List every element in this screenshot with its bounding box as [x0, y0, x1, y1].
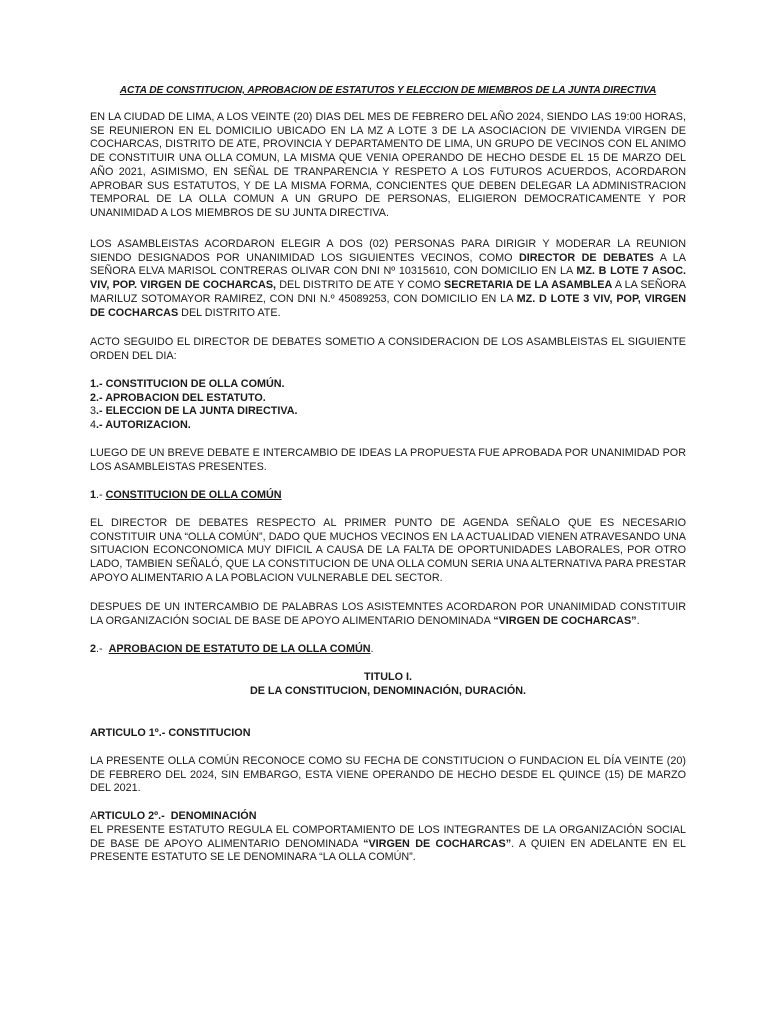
text-run: A LA SEÑORA MARILUZ SOTOMAYOR RAMIREZ, CON DNI N.º 45089253, CON DOMICILIO EN LA: [90, 279, 686, 305]
section-2-heading: [90, 643, 686, 657]
agenda-item-number: 2: [90, 391, 97, 404]
article-2-paragraph: [90, 824, 686, 865]
heading-initial: A: [90, 810, 98, 822]
section-number: 2: [90, 643, 97, 655]
section-separator: .-: [96, 489, 106, 501]
agenda-item-number: 1: [90, 378, 97, 390]
intro-paragraph: EN LA CIUDAD DE LIMA, A LOS VEINTE (20) DIAS DEL MES DE FEBRERO DEL AÑO 2024, SIENDO LAS 19:00 HORAS, SE REUNIERON EN EL DOMICILIO UBICADO EN LA MZ A LOTE 3 DE LA ASOCIACION DE VIVIENDA VIRGEN DE COCHARCAS, DISTRITO DE ATE, PROVINCIA Y DEPARTAMENTO DE LIMA, UN GRUPO DE VECINOS CON EL ANIMO DE CONSTITUIR UNA OLLA COMUN, LA MISMA QUE VENIA OPERANDO DE HECHO DESDE EL 15 DE MARZO DEL AÑO 2021, ASIMISMO, EN SEÑAL DE TRANPARENCIA Y RESPETO A LOS FUTUROS ACUERDOS, ACORDARON APROBAR SUS ESTATUTOS, Y DE LA MISMA FORMA, CONCIENTES QUE DEBEN DELEGAR LA ADMINISTRACION TEMPORAL DE LA OLLA COMUN A UN GRUPO DE PERSONAS, ELIGIERON DEMOCRATICAMENTE Y POR UNANIMIDAD A LOS MIEMBROS DE SU JUNTA DIRECTIVA.: [90, 111, 686, 219]
text-run: DEL DISTRITO ATE.: [178, 306, 281, 319]
article-1-paragraph: LA PRESENTE OLLA COMÚN RECONOCE COMO SU FECHA DE CONSTITUCION O FUNDACION EL DÍA VEINTE (20) DE FEBRERO DEL 2024, SIN EMBARGO, ESTA VIENE OPERANDO DE HECHO DESDE EL QUINCE (15) DE MARZO DEL 2021.: [90, 755, 686, 795]
section-1-heading: [90, 489, 686, 503]
agenda-intro-paragraph: ACTO SEGUIDO EL DIRECTOR DE DEBATES SOMETIO A CONSIDERACION DE LOS ASAMBLEISTAS EL SIGUIENTE ORDEN DEL DIA:: [90, 336, 686, 362]
agenda-item: [90, 378, 686, 392]
agreement-paragraph: [90, 601, 686, 628]
bold-run: DIRECTOR DE DEBATES: [518, 251, 654, 264]
agenda-item: [90, 405, 686, 419]
bold-run: “VIRGEN DE COCHARCAS”: [493, 614, 637, 627]
titulo-line-1: TITULO I.: [364, 671, 412, 683]
article-1-heading: ARTICULO 1º.- CONSTITUCION: [90, 727, 251, 739]
document-title: ACTA DE CONSTITUCION, APROBACION DE ESTATUTOS Y ELECCION DE MIEMBROS DE LA JUNTA DIRECTIVA: [119, 85, 657, 96]
bold-run: MZ. B LOTE 7 ASOC. VIV, POP. VIRGEN DE COCHARCAS,: [90, 265, 686, 292]
agenda-item-text: .- APROBACION DEL ESTATUTO.: [96, 391, 266, 404]
agenda-item-text: .- ELECCION DE LA JUNTA DIRECTIVA.: [96, 405, 298, 418]
agenda-item: [90, 392, 686, 406]
article-2-heading: [90, 810, 686, 824]
agenda-item-text: .- CONSTITUCION DE OLLA COMÚN.: [96, 378, 285, 390]
text-run: DEL DISTRITO DE ATE Y COMO: [276, 279, 445, 292]
agenda-item-number: 4: [90, 419, 97, 432]
section-title: CONSTITUCION DE OLLA COMÚN: [105, 489, 282, 501]
agenda-item: [90, 419, 686, 433]
agenda-list: [90, 378, 686, 433]
agenda-item-number: 3: [90, 405, 97, 418]
director-paragraph: EL DIRECTOR DE DEBATES RESPECTO AL PRIMER PUNTO DE AGENDA SEÑALO QUE ES NECESARIO CONSTITUIR UNA “OLLA COMÚN”, DADO QUE MUCHOS VECINOS EN LA ACTUALIDAD VIENEN ATRAVESANDO UNA SITUACION ECONCONOMICA MUY DIFICIL A CAUSA DE LA FALTA DE OPORTUNIDADES LABORALES, POR OTRO LADO, TAMBIEN SEÑALÓ, QUE LA CONSTITUCION DE UNA OLLA COMUN SERIA UNA ALTERNATIVA PARA PRESTAR APOYO ALIMENTARIO A LA POBLACION VULNERABLE DEL SECTOR.: [90, 517, 686, 584]
text-run: A LA SEÑORA ELVA MARISOL CONTRERAS OLIVAR CON DNI Nº 10315610, CON DOMICILIO EN LA: [90, 251, 686, 278]
section-separator: .-: [96, 643, 109, 655]
section-end: .: [370, 643, 374, 655]
bold-run: “VIRGEN DE COCHARCAS”: [363, 837, 512, 850]
section-title: APROBACION DE ESTATUTO DE LA OLLA COMÚN: [108, 643, 371, 655]
agenda-item-text: .- AUTORIZACION.: [96, 419, 191, 432]
text-run: LOS ASAMBLEISTAS ACORDARON ELEGIR A DOS (02) PERSONAS PARA DIRIGIR Y MODERAR LA REUNION SIENDO DESIGNADOS POR UNANIMIDAD LOS SIGUIENTES VECINOS, COMO: [90, 238, 686, 264]
text-run: DESPUES DE UN INTERCAMBIO DE PALABRAS LOS ASISTEMNTES ACORDARON POR UNANIMIDAD CONSTITUIR LA ORGANIZACIÓN SOCIAL DE BASE DE APOYO ALIMENTARIO DENOMINADA: [90, 601, 686, 627]
section-number: 1: [90, 489, 97, 501]
approval-paragraph: LUEGO DE UN BREVE DEBATE E INTERCAMBIO DE IDEAS LA PROPUESTA FUE APROBADA POR UNANIMIDAD POR LOS ASAMBLEISTAS PRESENTES.: [90, 447, 686, 473]
bold-run: MZ. D LOTE 3 VIV, POP, VIRGEN DE COCHARCAS: [90, 292, 686, 319]
heading-text: RTICULO 2º.- DENOMINACIÓN: [97, 810, 257, 822]
text-run: .: [636, 614, 640, 627]
text-run: EL PRESENTE ESTATUTO REGULA EL COMPORTAMIENTO DE LOS INTEGRANTES DE LA ORGANIZACIÓN SOCIAL DE BASE DE APOYO ALIMENTARIO DENOMINADA: [90, 824, 686, 850]
titulo-line-2: DE LA CONSTITUCION, DENOMINACIÓN, DURACIÓN.: [249, 685, 527, 697]
text-run: . A QUIEN EN ADELANTE EN EL PRESENTE ESTATUTO SE LE DENOMINARA “LA OLLA COMÚN”.: [90, 837, 686, 864]
moderators-paragraph: [90, 238, 686, 320]
bold-run: SECRETARIA DE LA ASAMBLEA: [444, 279, 613, 292]
